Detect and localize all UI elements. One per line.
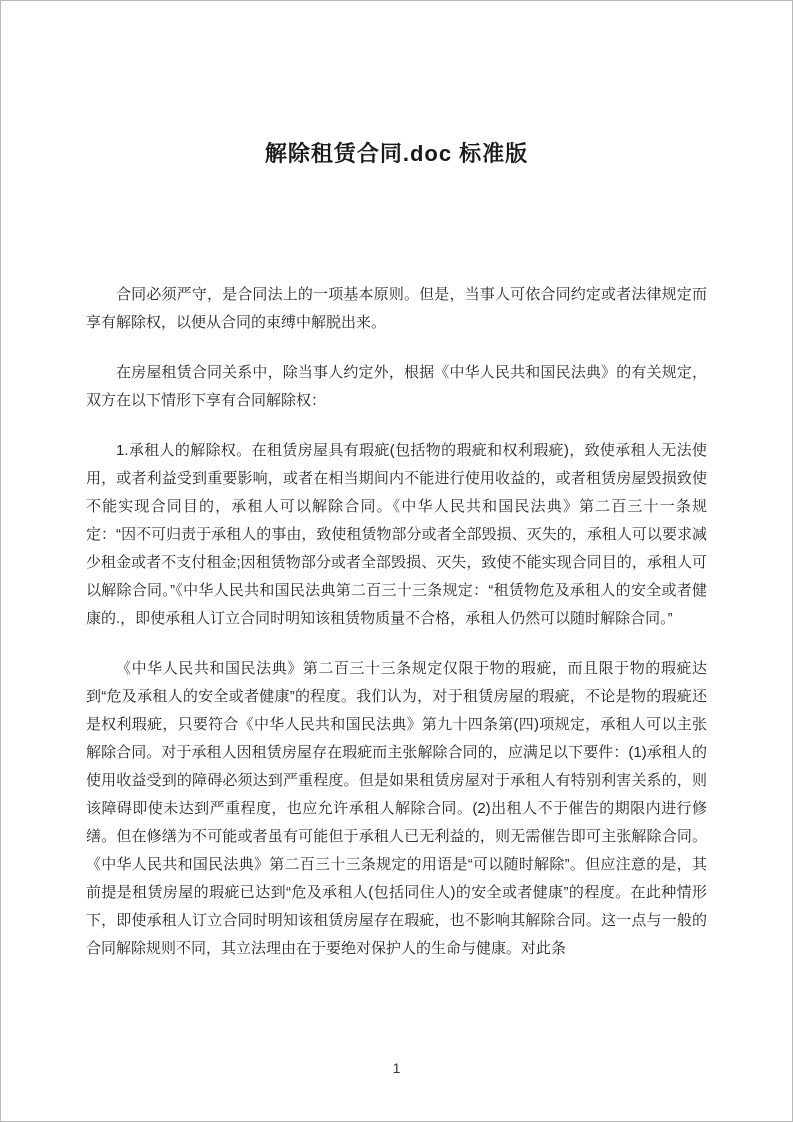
paragraph-context: 在房屋租赁合同关系中，除当事人约定外，根据《中华人民共和国民法典》的有关规定，双方在以下情形下享有合同解除权： [86,364,707,409]
document-title: 解除租赁合同.doc 标准版 [264,141,529,166]
page-number: 1 [392,1060,401,1076]
paragraph-tenant-right: 1.承租人的解除权。在租赁房屋具有瑕疵(包括物的瑕疵和权利瑕疵)，致使承租人无法使用，或者利益受到重要影响，或者在相当期间内不能进行使用收益的，或者租赁房屋毁损致使不能实现合同目的，承租人可以解除合同。《中华人民共和国民法典》第二百三十一条规定：“因不可归责于承租人的事由，致使租赁物部分或者全部毁损、灭失的，承租人可以要求减少租金或者不支付租金;因租赁物部分或者全部毁损、灭失，致使不能实现合同目的，承租人可以解除合同。”《中华人民共和国民法典第二百三十三条规定：“租赁物危及承租人的安全或者健康的.，即使承租人订立合同时明知该租赁物质量不合格，承租人仍然可以随时解除合同。” [86,442,707,627]
paragraph-analysis: 《中华人民共和国民法典》第二百三十三条规定仅限于物的瑕疵，而且限于物的瑕疵达到“危及承租人的安全或者健康”的程度。我们认为，对于租赁房屋的瑕疵，不论是物的瑕疵还是权利瑕疵，只要符合《中华人民共和国民法典》第九十四条第(四)项规定，承租人可以主张解除合同。对于承租人因租赁房屋存在瑕疵而主张解除合同的，应满足以下要件：(1)承租人的使用收益受到的障碍必须达到严重程度。但是如果租赁房屋对于承租人有特别利害关系的，则该障碍即使未达到严重程度，也应允许承租人解除合同。(2)出租人不于催告的期限内进行修缮。但在修缮为不可能或者虽有可能但于承租人已无利益的，则无需催告即可主张解除合同。《中华人民共和国民法典》第二百三十三条规定的用语是“可以随时解除”。但应注意的是，其前提是租赁房屋的瑕疵已达到“危及承租人(包括同住人)的安全或者健康”的程度。在此种情形下，即使承租人订立合同时明知该租赁房屋存在瑕疵，也不影响其解除合同。这一点与一般的合同解除规则不同，其立法理由在于要绝对保护人的生命与健康。对此条 [86,660,707,957]
paragraph-intro: 合同必须严守，是合同法上的一项基本原则。但是，当事人可依合同约定或者法律规定而享有解除权，以便从合同的束缚中解脱出来。 [86,286,707,331]
